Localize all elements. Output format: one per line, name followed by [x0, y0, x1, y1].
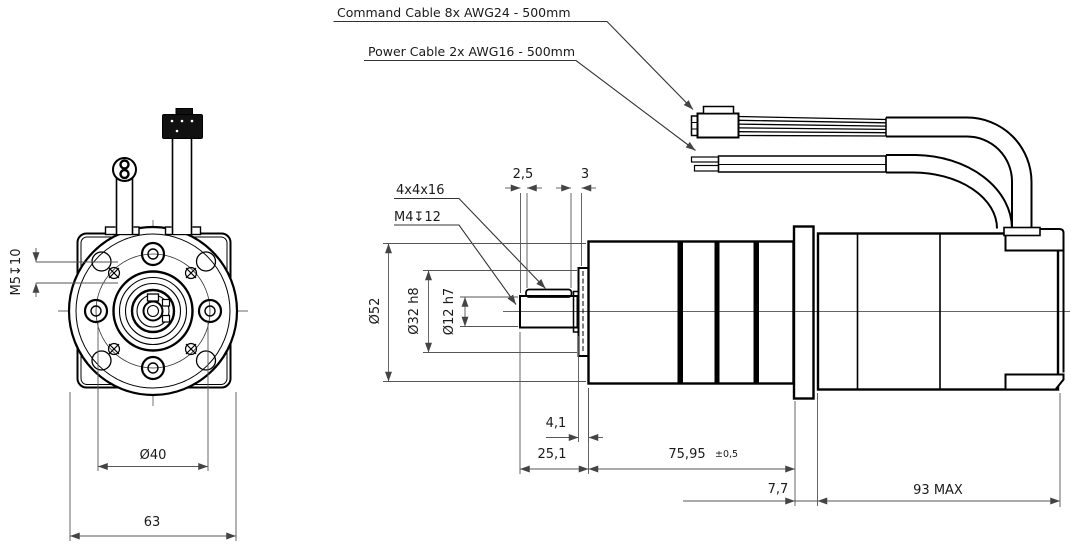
dim-gearbox-length-value: 75,95: [668, 447, 706, 462]
command-wires: [739, 117, 887, 137]
side-flange: [794, 227, 814, 399]
side-power-cable: [692, 155, 1013, 229]
command-connector-side: [698, 114, 739, 138]
side-command-cable: [692, 107, 1032, 229]
dim-bolt-circle-value: Ø40: [139, 448, 167, 463]
key-spec-label: 4x4x16: [396, 183, 445, 198]
side-shaft: [520, 290, 579, 333]
dim-gearbox-dia-value: Ø52: [368, 297, 383, 325]
command-connector-front: [163, 115, 203, 139]
dim-key-offset-value: 2,5: [512, 167, 534, 182]
power-cable-label: Power Cable 2x AWG16 - 500mm: [368, 44, 576, 59]
dim-pilot-width: [546, 336, 603, 442]
dim-gearbox-length-tolerance: ±0,5: [715, 449, 739, 460]
front-command-cable: [163, 109, 203, 235]
side-gearbox: [589, 242, 794, 384]
dim-square-size-value: 63: [143, 515, 161, 530]
front-view: [58, 109, 248, 407]
side-view: [503, 107, 1070, 399]
dim-key-to-shoulder: [556, 167, 596, 288]
side-pilot-boss: [579, 268, 589, 356]
front-keyway: [148, 294, 159, 301]
flange-tap-label: M5↧10: [9, 248, 24, 296]
dim-flange-width-value: 7,7: [767, 482, 789, 497]
dim-pilot-width-value: 4,1: [545, 416, 567, 431]
front-power-cable: [113, 158, 136, 234]
command-cable-leader: [334, 22, 694, 110]
dim-shaft-dia-value: Ø12 h7: [442, 287, 457, 336]
dim-key-offset: [505, 167, 542, 293]
motor-endcap-bottom: [1006, 375, 1064, 390]
dim-gearbox-dia: [368, 244, 586, 382]
side-motor-body: [818, 229, 1064, 390]
dim-shaft-length-value: 25,1: [537, 447, 567, 462]
dim-motor-length-value: 93 MAX: [913, 483, 963, 498]
dim-key-shoulder-value: 3: [580, 167, 590, 182]
shaft-tap-label: M4↧12: [394, 210, 441, 225]
dim-motor-length: [818, 393, 1061, 507]
side-cable-grommet: [1004, 228, 1040, 236]
front-flange-circle: [69, 227, 237, 395]
dim-pilot-dia-value: Ø32 h8: [407, 287, 422, 335]
command-cable-label: Command Cable 8x AWG24 - 500mm: [337, 5, 571, 20]
power-cable-leader: [364, 61, 696, 151]
